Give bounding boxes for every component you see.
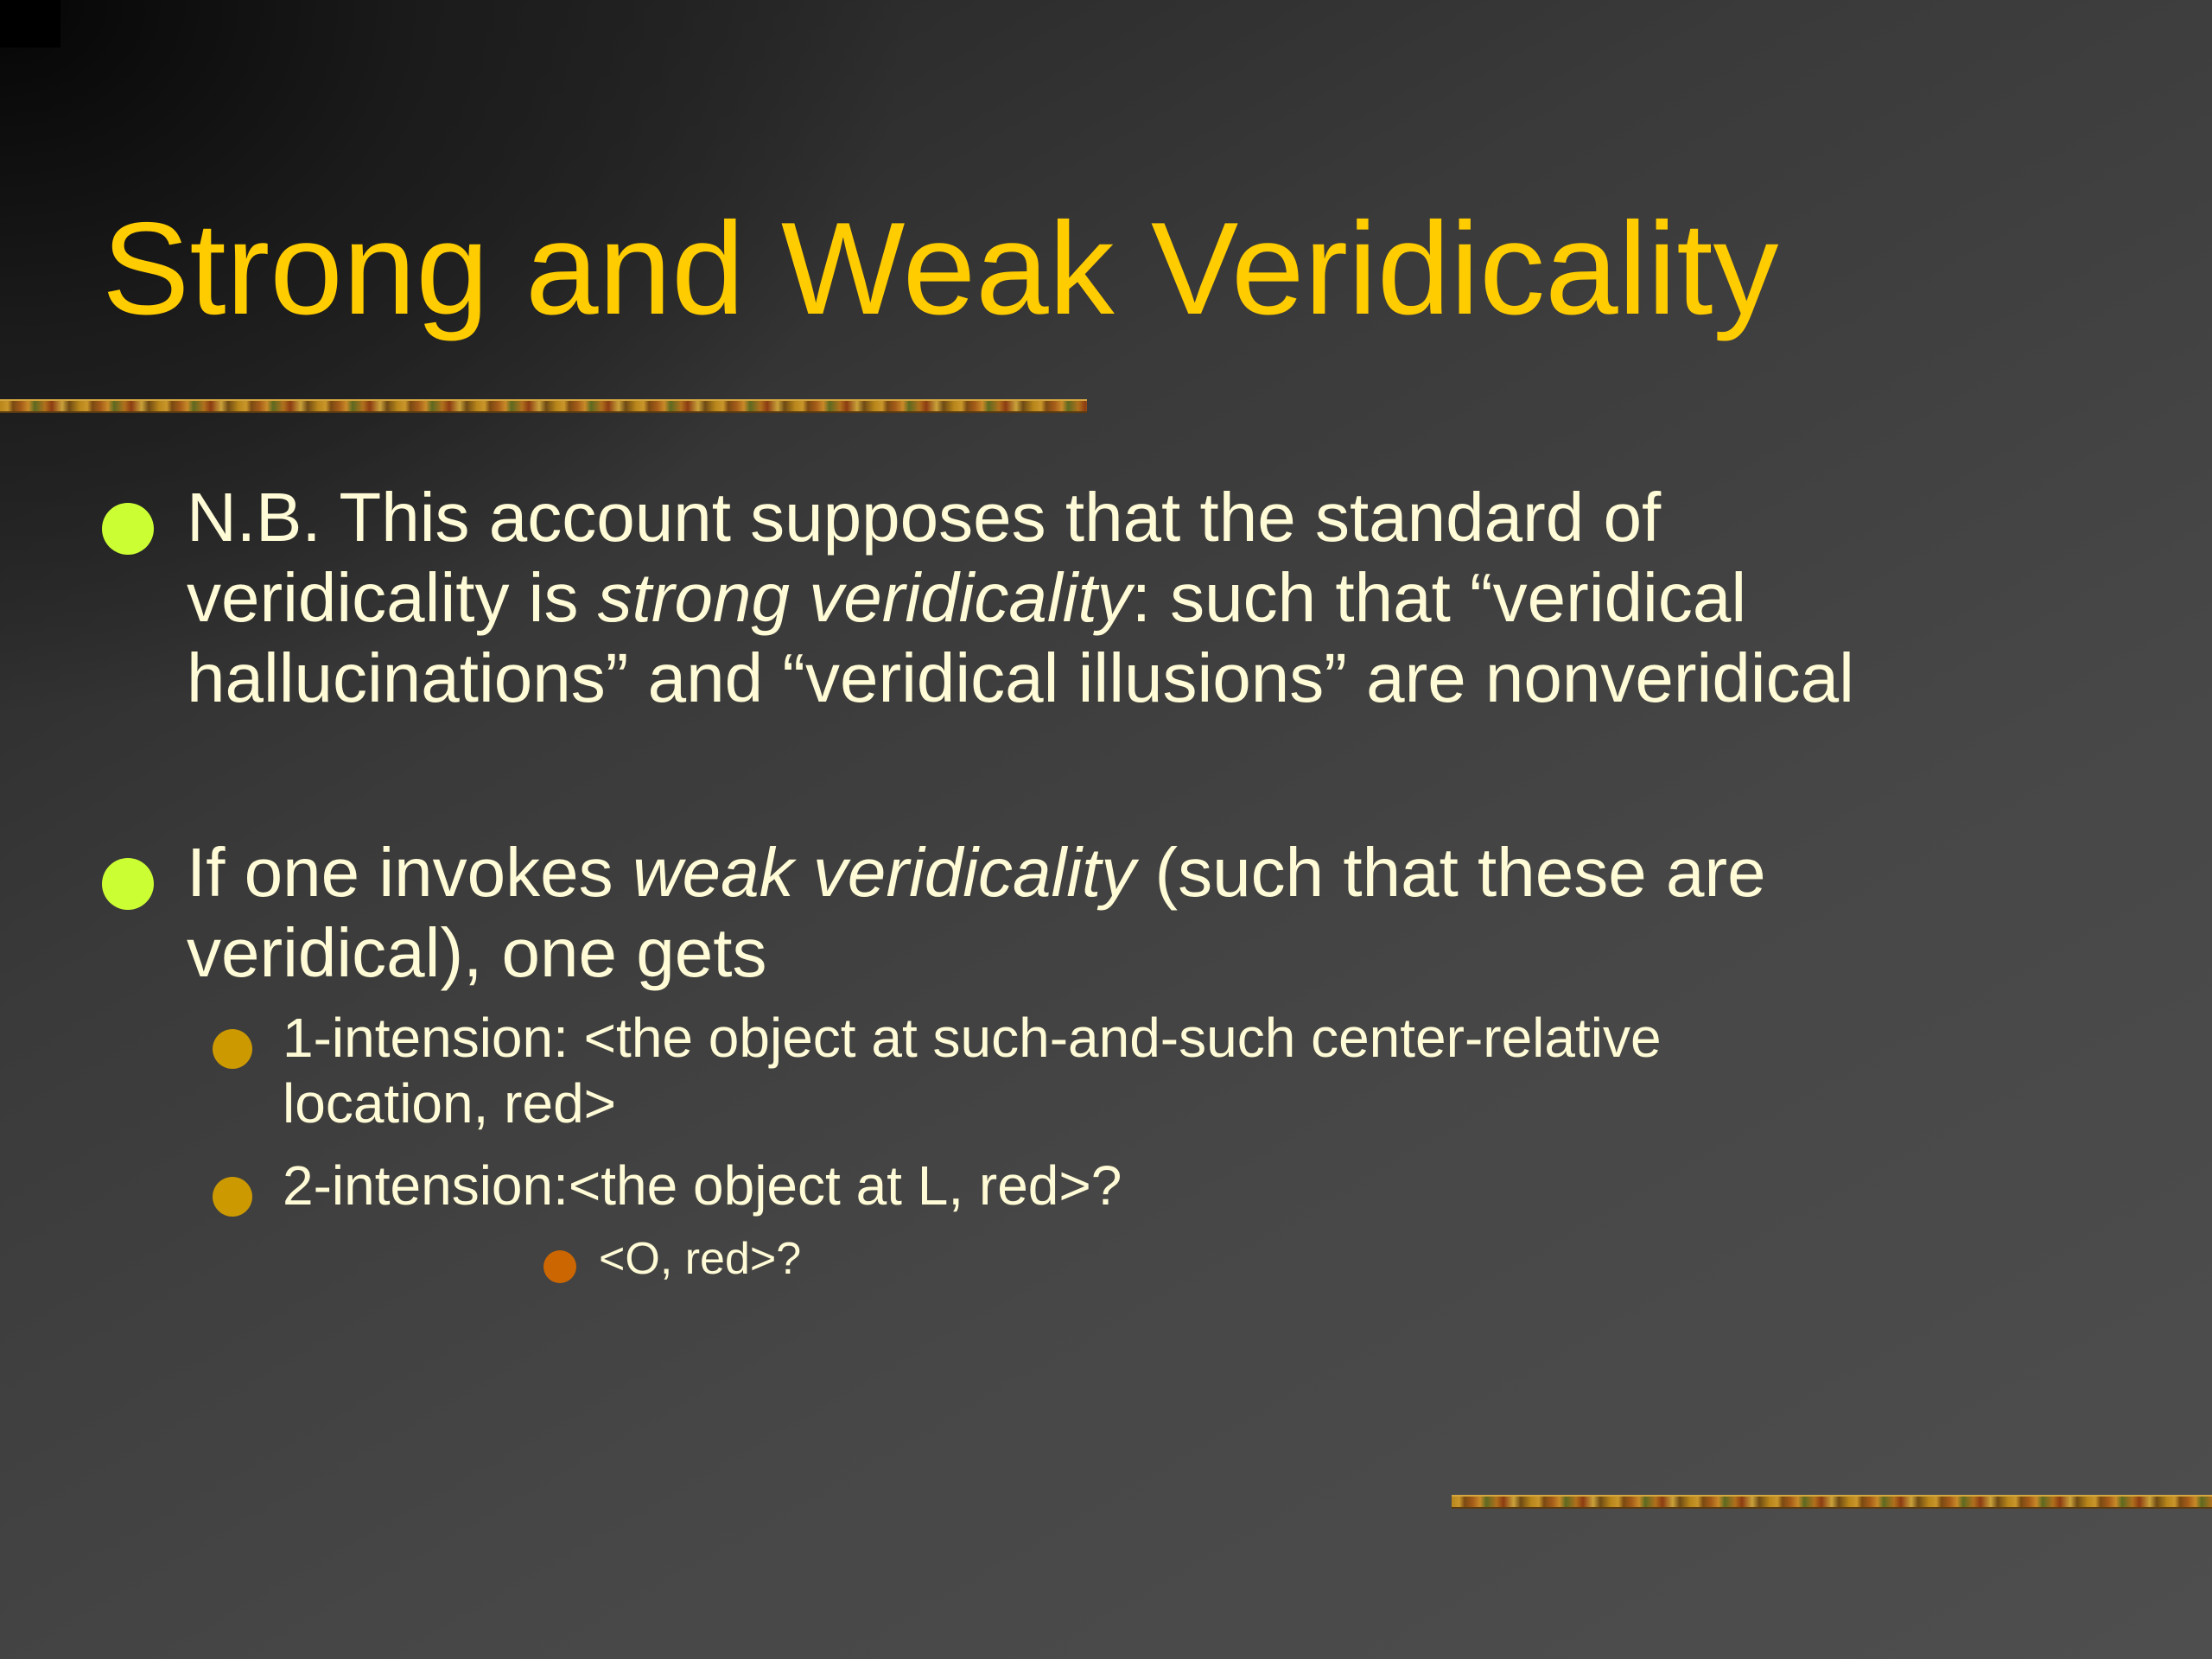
sub-bullet-1-line-1: 1-intension: <the object at such-and-such center-relative (283, 1007, 1662, 1069)
sub-bullet-item-2 (283, 1153, 1122, 1218)
sub-sub-bullet-1-line-1: <O, red>? (599, 1234, 802, 1284)
bullet-2-line-2: veridical), one gets (187, 914, 767, 991)
bullet-circle-icon (102, 503, 154, 555)
bullet-1-emphasis: strong veridicality (597, 559, 1132, 636)
sub-bullet-circle-icon (213, 1177, 252, 1217)
bullet-1-line-2-post: : such that “veridical (1131, 559, 1747, 636)
sub-sub-bullet-item-1 (599, 1232, 801, 1286)
sub-bullet-item-1 (283, 1005, 1662, 1136)
bullet-2-line-1 (187, 832, 1766, 912)
bullet-item-1 (187, 477, 1854, 718)
sub-bullet-2-line-1: 2-intension:<the object at L, red>? (283, 1154, 1122, 1217)
bullet-2-emphasis: weak veridicality (632, 834, 1136, 911)
slide-title: Strong and Weak Veridicality (102, 195, 1779, 342)
bullet-1-line-2-pre: veridicality is (187, 559, 598, 636)
bullet-1-line-1: N.B. This account supposes that the standard of (187, 479, 1662, 556)
bullet-2-line-1-post: (such that these are (1135, 834, 1766, 911)
bullet-item-2 (187, 832, 1766, 993)
bullet-1-line-2 (187, 557, 1854, 638)
bullet-1-line-3: hallucinations” and “veridical illusions” are nonveridical (187, 639, 1854, 716)
bullet-2-line-1-pre: If one invokes (187, 834, 632, 911)
sub-bullet-1-line-2: location, red> (283, 1072, 617, 1135)
sub-sub-bullet-circle-icon (543, 1250, 576, 1283)
sub-bullet-circle-icon (213, 1029, 252, 1069)
bullet-circle-icon (102, 858, 154, 910)
